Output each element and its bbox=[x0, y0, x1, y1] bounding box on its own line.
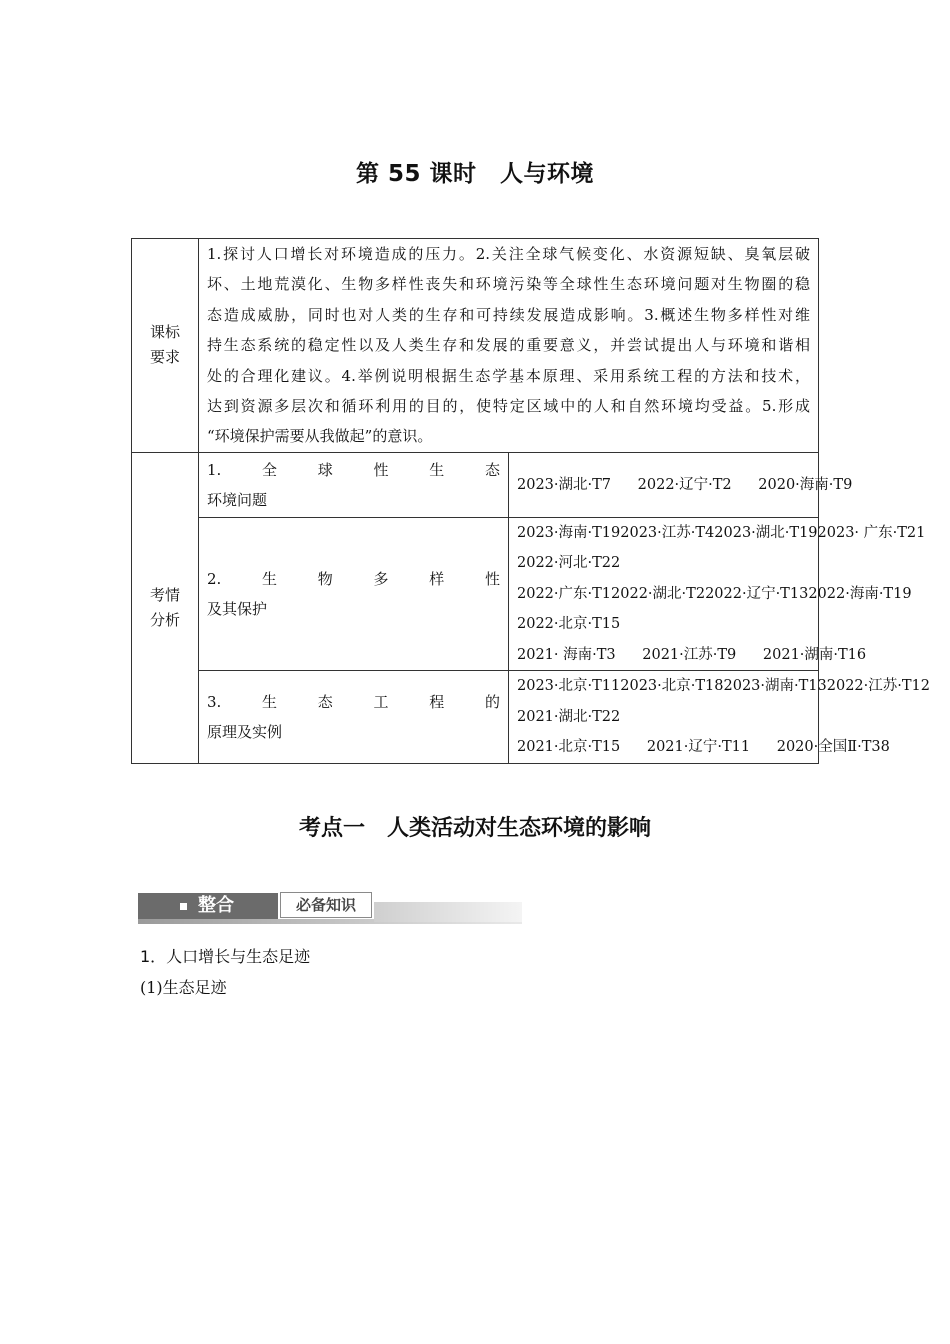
requirements-label: 课标 要求 bbox=[132, 239, 199, 453]
exam-row: 2021· 海南·T3 2021·江苏·T9 2021·湖南·T16 bbox=[517, 646, 867, 663]
exam-row: 2023·湖北·T7 2022·辽宁·T2 2020·海南·T9 bbox=[517, 476, 853, 493]
section-title: 考点一 人类活动对生态环境的影响 bbox=[298, 816, 651, 841]
exam-list bbox=[509, 517, 926, 671]
exam-row: 2021·湖北·T22 bbox=[517, 708, 621, 725]
banner-label: 整合 bbox=[198, 895, 234, 916]
topic-name: 2.生物多样性 及其保护 bbox=[199, 517, 509, 671]
exam-row: 2021·北京·T15 2021·辽宁·T11 2020·全国Ⅱ·T38 bbox=[517, 739, 890, 756]
banner-tab: 必备知识 bbox=[280, 892, 372, 918]
topic-name: 3.生态工程的 原理及实例 bbox=[199, 671, 509, 764]
exam-row: 2023·北京·T11 2023·北京·T18 2023·湖南·T13 2022·江苏·T12 bbox=[517, 678, 930, 695]
course-info-table bbox=[131, 238, 930, 764]
sub-subsection-heading: (1)生态足迹 bbox=[140, 978, 227, 997]
exam-list bbox=[509, 452, 853, 517]
section-banner bbox=[138, 890, 522, 924]
requirements-text: 1.探讨人口增长对环境造成的压力。2.关注全球气候变化、水资源短缺、臭氧层破 坏、土地荒漠化、生物多样性丧失和环境污染等全球性生态环境问题对生物圈的稳 态造成威胁，同时也对人类的生存和可持续发展造成影响。3.概述生物多样性对维 持生态系统的稳定性以及人类生存和发展的重要意义，并尝试提出人与环境和谐相 处的合理化建议。4.举例说明根据生态学基本原理、采用系统工程的方法和技术， 达到资源多层次和循环利用的目的，使特定区域中的人和自然环境均受益。5.形成 “环境保护需要从我做起”的意识。 bbox=[199, 239, 819, 453]
square-bullet-icon bbox=[180, 903, 187, 910]
subsection-heading: 1．人口增长与生态足迹 bbox=[140, 947, 311, 966]
exam-row: 2022·广东·T1 2022·湖北·T2 2022·辽宁·T13 2022·海南·T19 bbox=[517, 585, 912, 602]
exam-row: 2023·海南·T19 2023·江苏·T4 2023·湖北·T19 2023· 广东·T21 bbox=[517, 524, 926, 541]
analysis-label: 考情 分析 bbox=[132, 452, 199, 763]
page-title: 第 55 课时 人与环境 bbox=[355, 161, 595, 187]
exam-row: 2022·北京·T15 bbox=[517, 616, 621, 633]
topic-name: 1.全球性生态 环境问题 bbox=[199, 452, 509, 517]
banner-label-bar bbox=[138, 893, 278, 919]
exam-list bbox=[509, 671, 930, 764]
analysis-row-2 bbox=[132, 517, 819, 671]
requirements-row bbox=[132, 239, 819, 453]
analysis-row-3 bbox=[132, 671, 819, 764]
analysis-row-1 bbox=[132, 452, 819, 517]
exam-row: 2022·河北·T22 bbox=[517, 555, 621, 572]
banner-fade bbox=[374, 902, 522, 922]
